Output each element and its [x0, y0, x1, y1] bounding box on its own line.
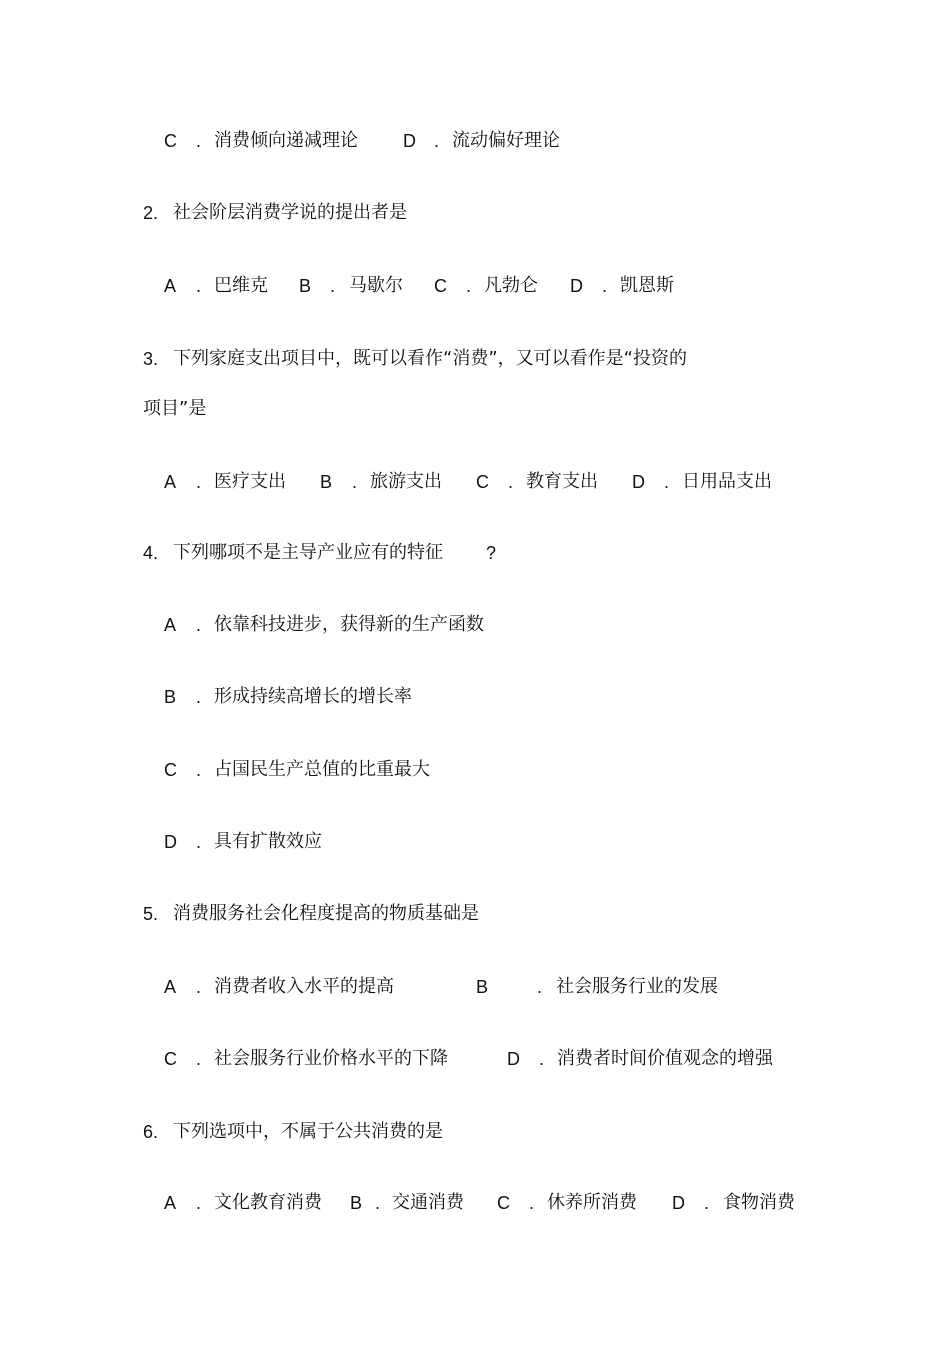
q6-option-b-dot: . — [375, 1193, 381, 1213]
q6-number: 6. — [143, 1122, 159, 1142]
q3-option-d-letter: D — [632, 472, 645, 492]
q2-option-a-letter: A — [164, 276, 177, 296]
q3-option-a-text: 医疗支出 — [214, 471, 286, 492]
q4-option-b-dot: . — [196, 687, 202, 707]
q2-stem: 社会阶层消费学说的提出者是 — [173, 202, 407, 223]
q3-stem-line2: 项目”是 — [143, 398, 207, 419]
q5-option-b-text: 社会服务行业的发展 — [556, 976, 718, 997]
q5-number: 5. — [143, 904, 159, 924]
q5-option-c-letter: C — [164, 1049, 177, 1069]
q4-option-d-letter: D — [164, 832, 177, 852]
q4-stem: 下列哪项不是主导产业应有的特征 — [173, 542, 443, 563]
q4-question-mark: ? — [486, 543, 497, 563]
q6-option-b-letter: B — [350, 1193, 363, 1213]
q2-option-d-dot: . — [602, 276, 608, 296]
q2-option-b-letter: B — [299, 276, 312, 296]
q2-option-b-dot: . — [330, 276, 336, 296]
q3-option-b-letter: B — [320, 472, 333, 492]
q1-option-d-letter: D — [403, 131, 416, 151]
q2-option-d-text: 凯恩斯 — [620, 275, 674, 296]
q4-option-b-text: 形成持续高增长的增长率 — [214, 686, 412, 707]
q6-option-d-dot: . — [704, 1193, 710, 1213]
q5-option-b-dot: . — [537, 977, 543, 997]
q5-option-d-dot: . — [539, 1049, 545, 1069]
q2-option-c-letter: C — [434, 276, 447, 296]
q3-option-b-dot: . — [352, 472, 358, 492]
q3-option-c-dot: . — [508, 472, 514, 492]
q3-option-c-letter: C — [476, 472, 489, 492]
q6-option-d-letter: D — [672, 1193, 685, 1213]
q1-option-c-dot: . — [196, 131, 202, 151]
q4-option-a-dot: . — [196, 615, 202, 635]
q4-option-c-dot: . — [196, 760, 202, 780]
q4-option-c-letter: C — [164, 760, 177, 780]
q3-option-d-dot: . — [664, 472, 670, 492]
q6-option-a-text: 文化教育消费 — [214, 1192, 322, 1213]
q1-option-d-dot: . — [434, 131, 440, 151]
q2-option-a-dot: . — [196, 276, 202, 296]
q2-option-a-text: 巴维克 — [214, 275, 268, 296]
q4-option-d-text: 具有扩散效应 — [214, 831, 322, 852]
q2-number: 2. — [143, 203, 159, 223]
q2-option-c-dot: . — [466, 276, 472, 296]
q3-option-a-dot: . — [196, 472, 202, 492]
q5-option-c-dot: . — [196, 1049, 202, 1069]
q6-option-b-text: 交通消费 — [392, 1192, 464, 1213]
q5-option-b-letter: B — [476, 977, 489, 997]
q2-option-d-letter: D — [570, 276, 583, 296]
q4-option-a-letter: A — [164, 615, 177, 635]
q6-option-a-dot: . — [196, 1193, 202, 1213]
q1-option-c-text: 消费倾向递减理论 — [214, 130, 358, 151]
q6-option-c-text: 休养所消费 — [547, 1192, 637, 1213]
q2-option-c-text: 凡勃仑 — [484, 275, 538, 296]
q5-option-a-letter: A — [164, 977, 177, 997]
q3-number: 3. — [143, 349, 159, 369]
q6-option-c-dot: . — [529, 1193, 535, 1213]
q4-option-b-letter: B — [164, 687, 177, 707]
q5-option-a-dot: . — [196, 977, 202, 997]
q5-option-d-text: 消费者时间价值观念的增强 — [557, 1048, 773, 1069]
q2-option-b-text: 马歇尔 — [349, 275, 403, 296]
q5-stem: 消费服务社会化程度提高的物质基础是 — [173, 903, 479, 924]
q3-stem-line1: 下列家庭支出项目中，既可以看作“消费”，又可以看作是“投资的 — [173, 348, 687, 369]
q4-option-a-text: 依靠科技进步，获得新的生产函数 — [214, 614, 484, 635]
q6-option-c-letter: C — [497, 1193, 510, 1213]
q3-option-b-text: 旅游支出 — [370, 471, 442, 492]
q4-number: 4. — [143, 543, 159, 563]
q3-option-a-letter: A — [164, 472, 177, 492]
q3-option-c-text: 教育支出 — [526, 471, 598, 492]
q6-option-d-text: 食物消费 — [723, 1192, 795, 1213]
q5-option-c-text: 社会服务行业价格水平的下降 — [214, 1048, 448, 1069]
q1-option-c-letter: C — [164, 131, 177, 151]
q3-option-d-text: 日用品支出 — [682, 471, 772, 492]
q1-option-d-text: 流动偏好理论 — [452, 130, 560, 151]
q5-option-a-text: 消费者收入水平的提高 — [214, 976, 394, 997]
q4-option-c-text: 占国民生产总值的比重最大 — [214, 759, 430, 780]
q6-option-a-letter: A — [164, 1193, 177, 1213]
q6-stem: 下列选项中，不属于公共消费的是 — [173, 1121, 443, 1142]
q5-option-d-letter: D — [507, 1049, 520, 1069]
q4-option-d-dot: . — [196, 832, 202, 852]
